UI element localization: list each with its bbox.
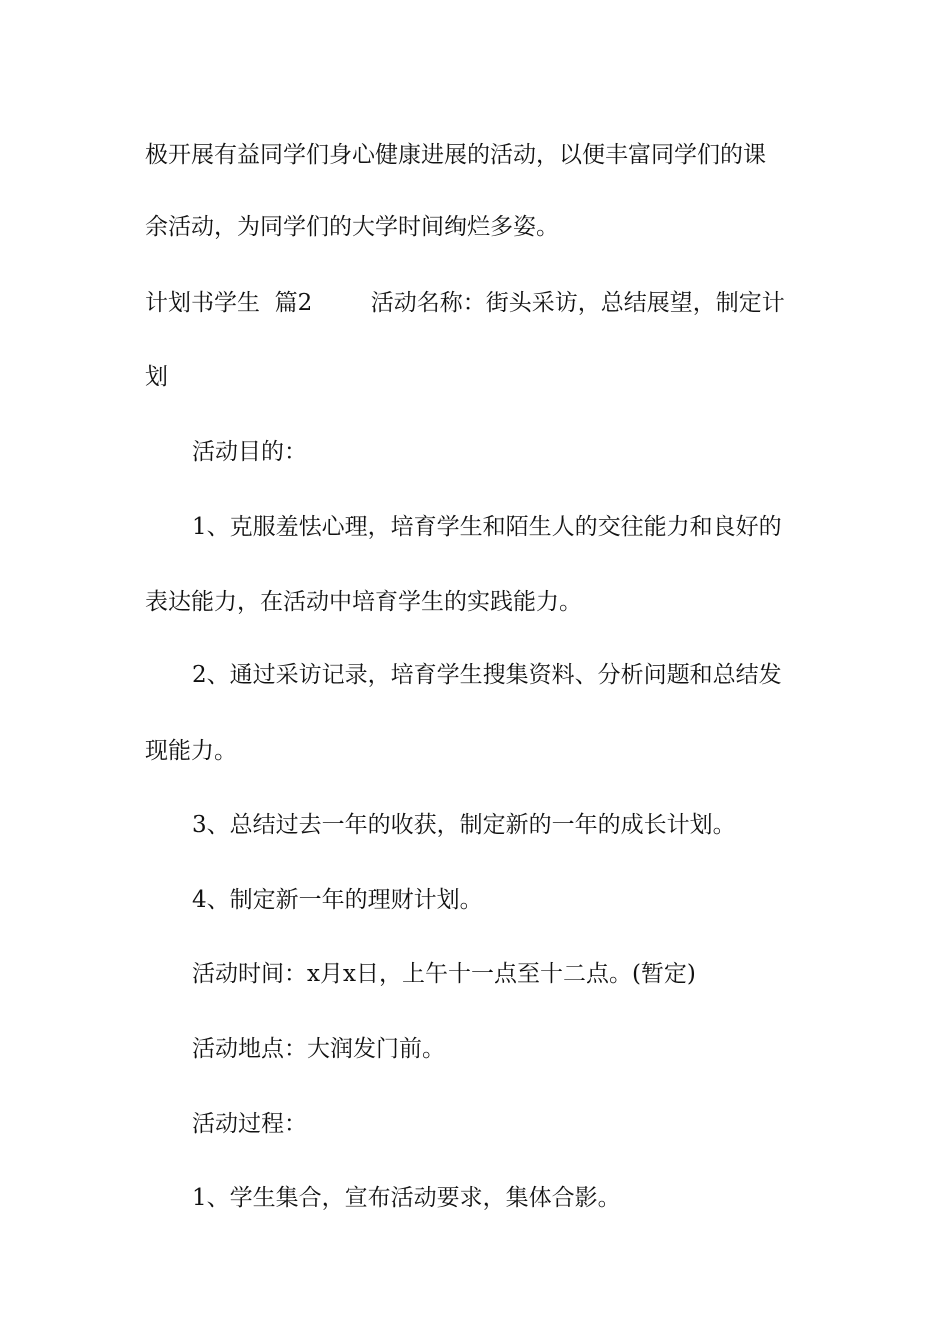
- list-item: 2、通过采访记录，培育学生搜集资料、分析问题和总结发: [192, 662, 782, 688]
- subheading: 活动过程：: [192, 1111, 307, 1137]
- paragraph-line: 活动时间：x月x日，上午十一点至十二点。(暂定): [192, 961, 696, 987]
- paragraph-line: 极开展有益同学们身心健康进展的活动，以便丰富同学们的课: [145, 142, 766, 168]
- section-heading-line: 计划书学生 篇2 活动名称：街头采访，总结展望，制定计: [145, 290, 785, 316]
- paragraph-line: 余活动，为同学们的大学时间绚烂多姿。: [145, 214, 559, 240]
- paragraph-line: 表达能力，在活动中培育学生的实践能力。: [145, 589, 582, 615]
- list-item: 4、制定新一年的理财计划。: [192, 887, 483, 913]
- paragraph-line: 现能力。: [145, 738, 237, 764]
- list-item: 3、总结过去一年的收获，制定新的一年的成长计划。: [192, 812, 736, 838]
- list-item: 1、学生集合，宣布活动要求，集体合影。: [192, 1185, 621, 1211]
- list-item: 1、克服羞怯心理，培育学生和陌生人的交往能力和良好的: [192, 514, 782, 540]
- paragraph-line: 活动地点：大润发门前。: [192, 1036, 445, 1062]
- subheading: 活动目的：: [192, 439, 307, 465]
- paragraph-line: 划: [145, 364, 168, 390]
